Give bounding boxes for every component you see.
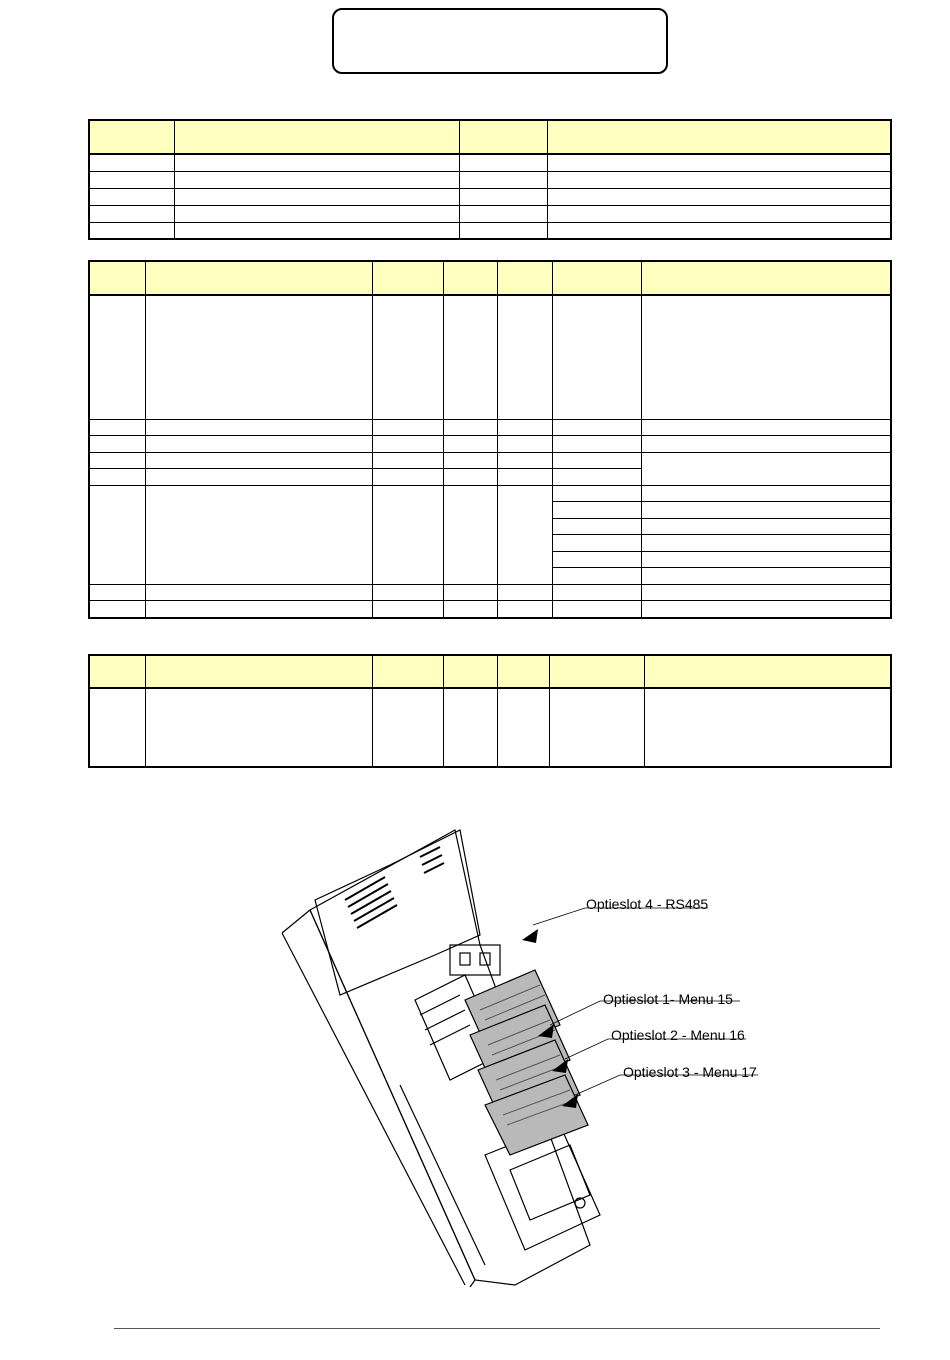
table-row xyxy=(89,486,891,502)
table-1-header-row xyxy=(89,120,891,154)
table-row xyxy=(89,435,891,452)
callout-optieslot-3: Optieslot 3 - Menu 17 xyxy=(623,1064,757,1080)
table-2-header-row xyxy=(89,261,891,295)
table-row xyxy=(89,585,891,601)
table-1 xyxy=(88,119,892,240)
table-row xyxy=(89,688,891,767)
callout-optieslot-1: Optieslot 1- Menu 15 xyxy=(603,991,733,1007)
table-row xyxy=(89,601,891,618)
table-3 xyxy=(88,654,892,768)
callout-optieslot-4: Optieslot 4 - RS485 xyxy=(586,896,709,912)
table-row xyxy=(89,295,891,419)
table-row xyxy=(89,419,891,435)
table-row xyxy=(89,453,891,469)
table-row xyxy=(89,188,891,205)
drive-figure xyxy=(270,825,770,1290)
table-row xyxy=(89,222,891,239)
table-row xyxy=(89,154,891,171)
table-row xyxy=(89,205,891,222)
callout-optieslot-2: Optieslot 2 - Menu 16 xyxy=(611,1027,745,1043)
footer-divider xyxy=(114,1328,880,1329)
table-3-header-row xyxy=(89,655,891,688)
drive-illustration xyxy=(270,825,770,1290)
table-2 xyxy=(88,260,892,619)
table-row xyxy=(89,171,891,188)
title-box xyxy=(332,8,668,74)
